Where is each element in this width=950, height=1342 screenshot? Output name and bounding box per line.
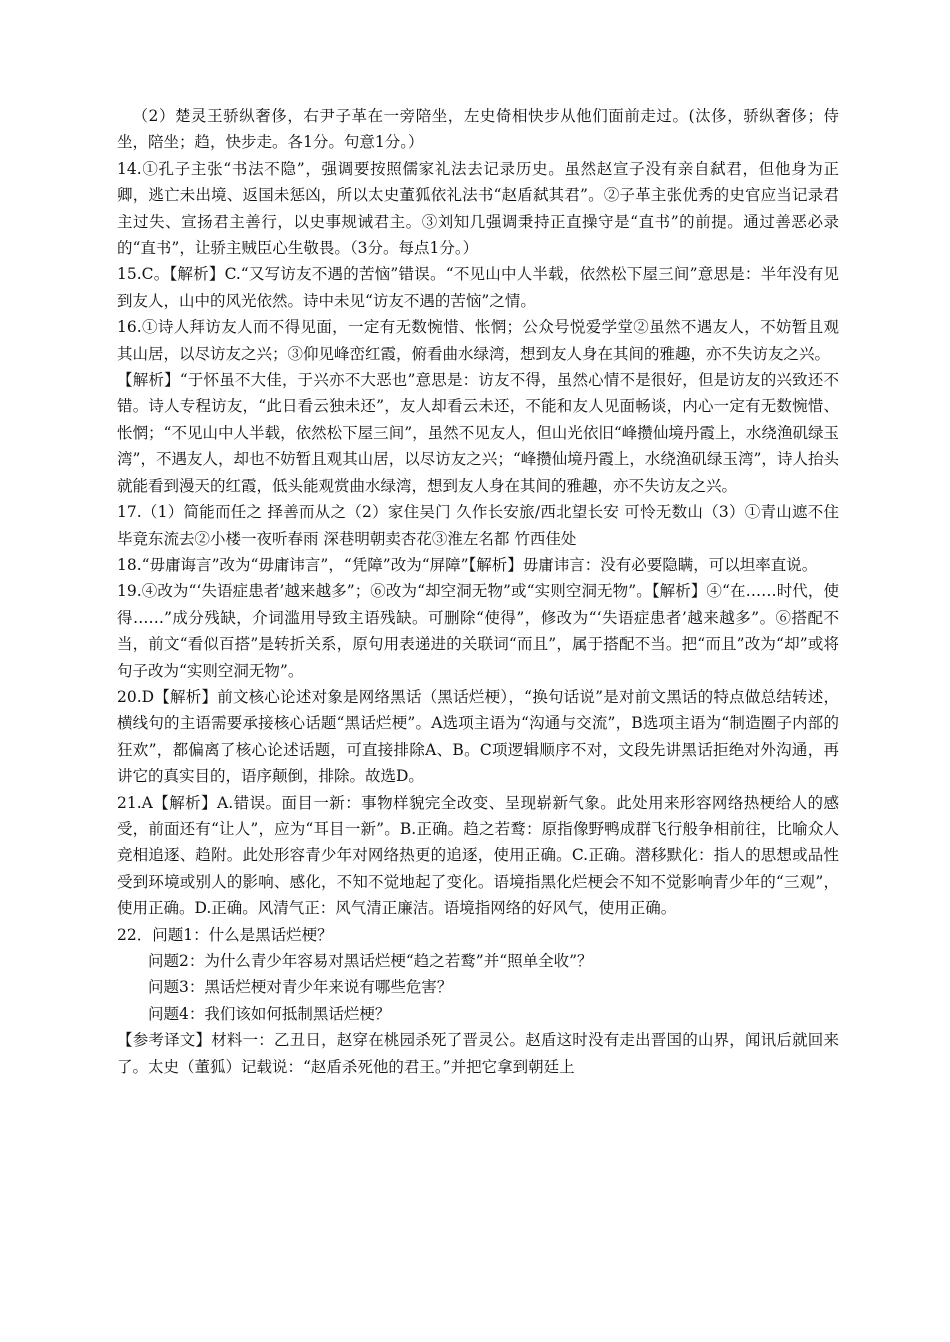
- question-2: 问题2：为什么青少年容易对黑话烂梗“趋之若鹜”并“照单全收”？: [148, 952, 593, 970]
- paragraph-14: 14.①孔子主张“书法不隐”，强调要按照儒家礼法去记录历史。虽然赵宣子没有亲自弑君，但他身为正卿，逃亡未出境、返国未惩凶，所以太史董狐依礼法书“赵盾弑其君”。②子革主张优秀的史官应当记录君主过失、宣扬君主善行，以史事规诫君主。③刘知几强调秉持正直操守是“直书”的前提。通过善恶必录的“直书”，让骄主贼臣心生敬畏。（3分。每点1分。）: [117, 159, 839, 258]
- paragraph-19: 19.④改为“‘失语症患者’越来越多”；⑥改为“却空洞无物”或“实则空洞无物”。【解析】④“在……时代，使得……”成分残缺，介词滥用导致主语残缺。可删除“使得”，修改为“‘失语症患者’越来越多”。⑥搭配不当，前文“看似百搭”是转折关系，原句用表递进的关联词“而且”，属于搭配不当。把“而且”改为“却”或将句子改为“实则空洞无物”。: [117, 582, 839, 680]
- paragraph-16: 16.①诗人拜访友人而不得见面，一定有无数惋惜、怅惘；公众号悦爱学堂②虽然不遇友人，不妨暂且观其山居，以尽访友之兴；③仰见峰峦红霞，俯看曲水绿湾，想到友人身在其间的雅趣，亦不失访友之兴。: [117, 318, 839, 363]
- reference-translation: 【参考译文】材料一：乙丑日，赵穿在桃园杀死了晋灵公。赵盾这时没有走出晋国的山界，闻讯后就回来了。太史（董狐）记载说：“赵盾杀死他的君王。”并把它拿到朝廷上: [117, 1031, 839, 1076]
- paragraph-18: 18.“毋庸诲言”改为“毋庸讳言”，“凭障”改为“屏障”【解析】毋庸讳言：没有必要隐瞒，可以坦率直说。: [117, 555, 818, 574]
- question-3: 问题3：黑话烂梗对青少年来说有哪些危害？: [148, 978, 453, 997]
- paragraph-17: 17.（1）简能而任之 择善而从之（2）家住吴门 久作长安旅/西北望长安 可怜无数山（3）①青山遮不住 毕竟东流去②小楼一夜听春雨 深巷明朝卖杏花③淮左名都 竹西佳处: [117, 503, 839, 548]
- question-4: 问题4：我们该如何抵制黑话烂梗？: [148, 1004, 391, 1023]
- paragraph-15: 15.C。【解析】C.“又写访友不遇的苦恼”错误。“不见山中人半载，依然松下屋三间”意思是：半年没有见到友人，山中的风光依然。诗中未见“访友不遇的苦恼”之情。: [117, 265, 839, 310]
- paragraph-20: 20.D【解析】前文核心论述对象是网络黑话（黑话烂梗），“换句话说”是对前文黑话的特点做总结转述，横线句的主语需要承接核心话题“黑话烂梗”。A选项主语为“沟通与交流”，B选项主语为“制造圈子内部的狂欢”，都偏离了核心论述话题，可直接排除A、B。C项逻辑顺序不对，文段先讲黑话拒绝对外沟通，再讲它的真实目的，语序颠倒，排除。故选D。: [117, 687, 839, 786]
- paragraph-13-2: （2）楚灵王骄纵奢侈，右尹子革在一旁陪坐，左史倚相快步从他们面前走过。(汰侈，骄纵奢侈；侍坐，陪坐；趋，快步走。各1分。句意1分。）: [117, 107, 839, 152]
- paragraph-22: 22．问题1：什么是黑话烂梗？: [117, 925, 333, 944]
- paragraph-16-analysis: 【解析】“于怀虽不大佳，于兴亦不大恶也”意思是：访友不得，虽然心情不是很好，但是访友的兴致还不错。诗人专程访友，“此日看云独未还”，友人却看云未还，不能和友人见面畅谈，内心一定有无数惋惜、怅惘；“不见山中人半载，依然松下屋三间”，虽然不见友人，但山光依旧“峰攒仙境丹霞上，水绕渔矶绿玉湾”，不遇友人，却也不妨暂且观其山居，以尽访友之兴；“峰攒仙境丹霞上，水绕渔矶绿玉湾”，诗人抬头就能看到漫天的红霞，低头能观赏曲水绿湾，想到友人身在其间的雅趣，亦不失访友之兴。: [117, 371, 839, 495]
- paragraph-21: 21.A【解析】A.错误。面目一新：事物样貌完全改变、呈现崭新气象。此处用来形容网络热梗给人的感受，前面还有“让人”，应为“耳目一新”。B.正确。趋之若鹜：原指像野鸭成群飞行般争相前往，比喻众人竞相追逐、趋附。此处形容青少年对网络热更的追逐，使用正确。C.正确。潜移默化：指人的思想或品性受到环境或别人的影响、感化，不知不觉地起了变化。语境指黑化烂梗会不知不觉影响青少年的“三观”，使用正确。D.正确。风清气正：风气清正廉洁。语境指网络的好风气，使用正确。: [117, 793, 839, 918]
- document-page: [117, 103, 839, 1080]
